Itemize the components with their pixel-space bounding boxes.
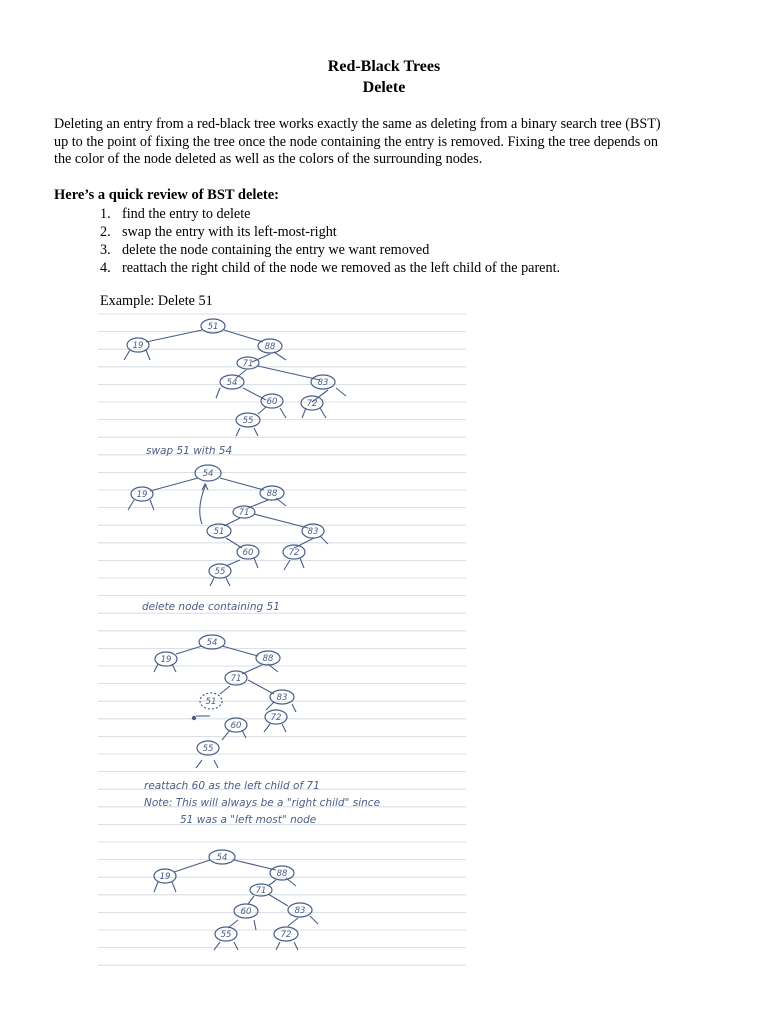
note-reattach-3: 51 was a "left most" node (180, 814, 317, 826)
step-number: 3. (100, 242, 111, 258)
node-label: 83 (294, 906, 306, 916)
step-item (100, 259, 560, 277)
tree-node (233, 506, 255, 518)
handwritten-notes-image (98, 308, 468, 968)
example-label: Example: Delete 51 (100, 293, 213, 309)
tree-node (195, 465, 221, 481)
step-number: 2. (100, 224, 111, 240)
node-label: 19 (160, 655, 172, 665)
tree-node (256, 651, 280, 665)
tree-node (265, 710, 287, 724)
node-label: 83 (276, 693, 288, 703)
tree-node (201, 319, 225, 333)
tree-node (225, 671, 247, 685)
step-text: reattach the right child of the node we removed as the left child of the parent. (122, 260, 561, 276)
tree-node (270, 866, 294, 880)
node-label: 72 (288, 548, 300, 558)
page-subtitle: Delete (362, 79, 406, 96)
node-label: 71 (238, 508, 250, 518)
step-text: find the entry to delete (122, 206, 251, 222)
node-label: 54 (216, 853, 228, 863)
node-label: 54 (202, 469, 214, 479)
note-reattach-1: reattach 60 as the left child of 71 (144, 780, 320, 792)
node-label: 19 (132, 341, 144, 351)
tree-node (261, 394, 283, 408)
node-label: 83 (307, 527, 319, 537)
node-label: 60 (242, 548, 254, 558)
node-label: 60 (230, 721, 242, 731)
node-label: 60 (266, 397, 278, 407)
tree-node (199, 635, 225, 649)
node-label: 88 (266, 489, 278, 499)
intro-paragraph (54, 116, 714, 169)
node-label: 88 (264, 342, 276, 352)
tree-node (131, 487, 153, 501)
tree-node (234, 904, 258, 918)
node-label: 19 (136, 490, 148, 500)
tree-node (302, 524, 324, 538)
tree-node (220, 375, 244, 389)
step-number: 1. (100, 206, 111, 222)
tree-node (225, 718, 247, 732)
intro-line: Deleting an entry from a red-black tree works exactly the same as deleting from a binary search tree (BST) (54, 116, 661, 132)
page-title: Red-Black Trees (327, 58, 441, 75)
tree-original (124, 319, 346, 436)
note-swap: swap 51 with 54 (146, 445, 233, 457)
note-delete: delete node containing 51 (142, 601, 280, 613)
tree-node (301, 396, 323, 410)
tree-after-reattach (154, 850, 318, 950)
tree-node (260, 486, 284, 500)
note-reattach-2: Note: This will always be a "right child" since (144, 797, 381, 809)
tree-node (283, 545, 305, 559)
step-item (100, 205, 560, 223)
tree-node (155, 652, 177, 666)
tree-node (258, 339, 282, 353)
tree-node (154, 869, 176, 883)
step-text: swap the entry with its left-most-right (122, 224, 337, 240)
node-label: 72 (270, 713, 282, 723)
tree-node (237, 357, 259, 369)
node-label: 88 (276, 869, 288, 879)
node-label: 72 (280, 930, 292, 940)
node-label: 55 (214, 567, 226, 577)
node-label: 72 (306, 399, 318, 409)
intro-line: the color of the node deleted as well as the colors of the surrounding nodes. (54, 151, 483, 168)
node-label: 60 (240, 907, 252, 917)
tree-node (209, 850, 235, 864)
node-label: 54 (206, 638, 218, 648)
node-label: 55 (220, 930, 232, 940)
step-item (100, 241, 560, 259)
tree-node (127, 338, 149, 352)
tree-node (207, 524, 231, 538)
node-label: 55 (242, 416, 254, 426)
node-label: 55 (202, 744, 214, 754)
tree-node (288, 903, 312, 917)
tree-node (197, 741, 219, 755)
node-label: 54 (226, 378, 238, 388)
node-label: 19 (159, 872, 171, 882)
node-label: 51 (205, 697, 217, 707)
tree-node (215, 927, 237, 941)
step-item (100, 223, 560, 241)
node-label: 83 (317, 378, 329, 388)
node-label: 51 (213, 527, 225, 537)
node-label: 71 (255, 886, 267, 896)
steps-list (100, 205, 560, 277)
tree-node (250, 884, 272, 896)
intro-line: up to the point of fixing the tree once the node containing the entry is removed. Fixing the tree depends on (54, 133, 658, 150)
tree-node (270, 690, 294, 704)
tree-node (311, 375, 335, 389)
review-heading: Here’s a quick review of BST delete: (54, 187, 279, 203)
node-label: 51 (207, 322, 219, 332)
step-text: delete the node containing the entry we want removed (122, 242, 430, 258)
tree-node (237, 545, 259, 559)
node-label: 88 (262, 654, 274, 664)
node-label: 71 (230, 674, 242, 684)
node-label: 71 (242, 359, 254, 369)
step-number: 4. (100, 260, 111, 276)
tree-node (209, 564, 231, 578)
tree-node (274, 927, 298, 941)
